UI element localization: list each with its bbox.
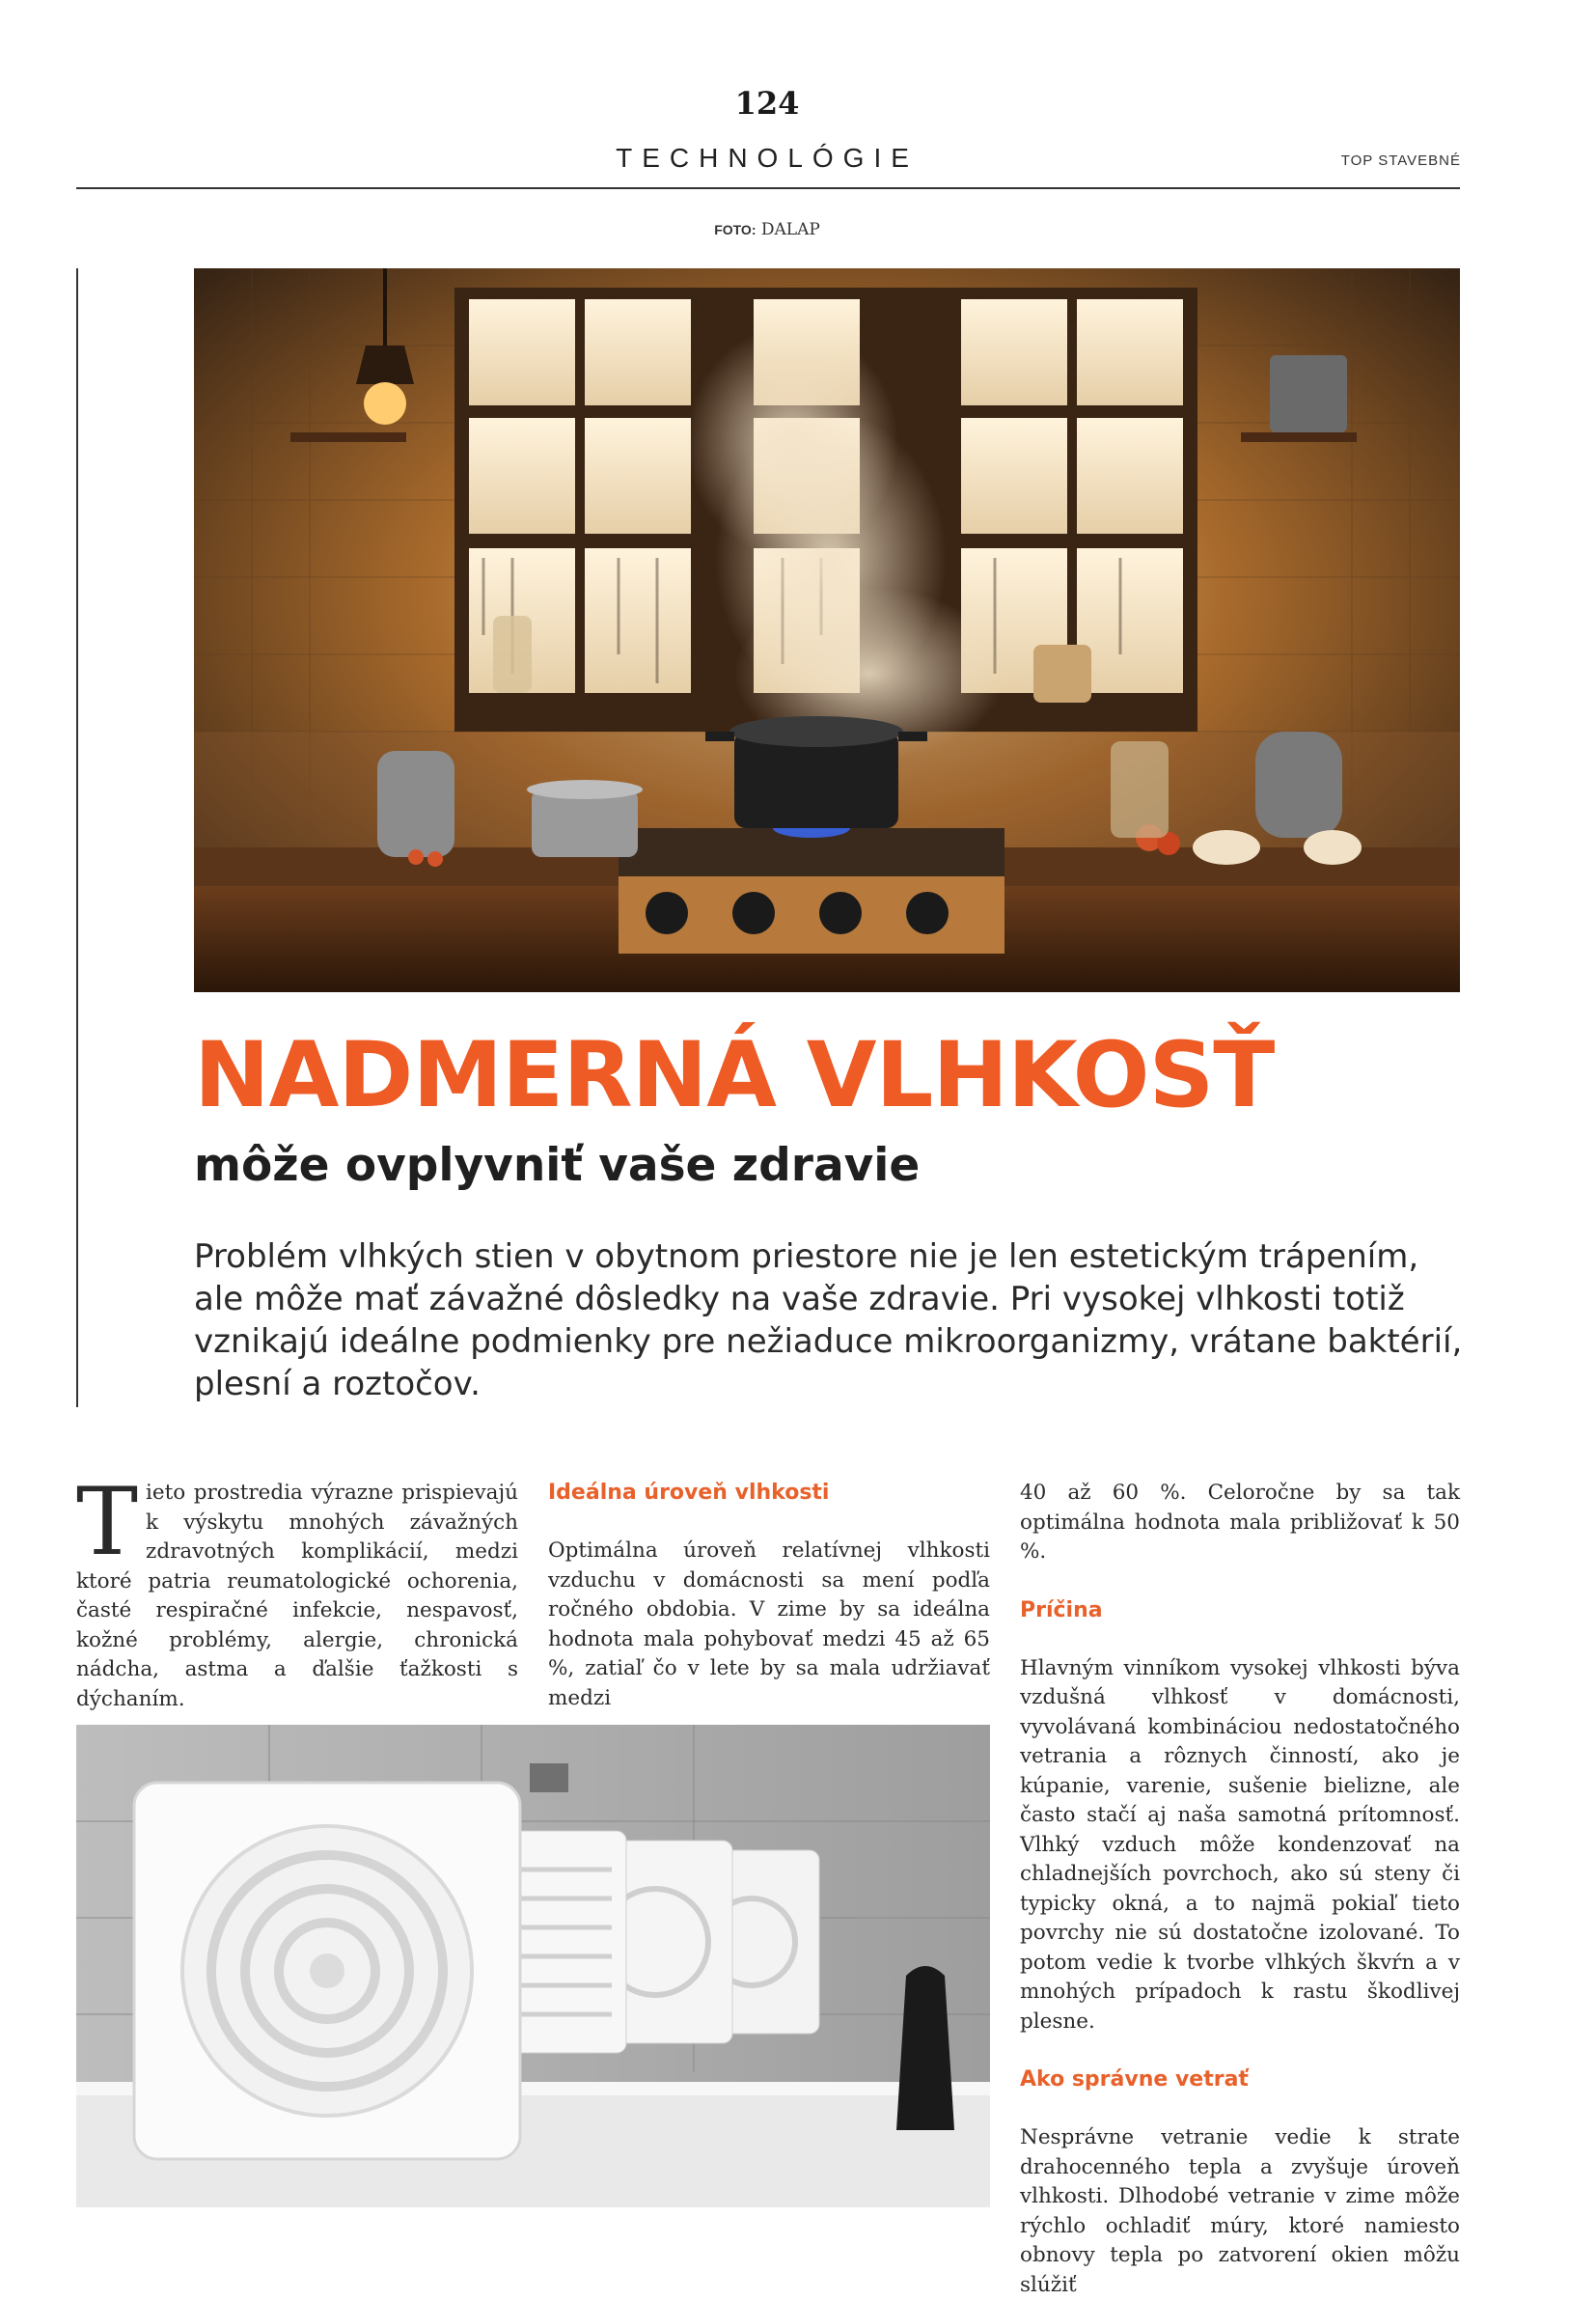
article-subheadline: môže ovplyvniť vaše zdravie: [194, 1139, 921, 1192]
drop-cap: T: [76, 1468, 139, 1576]
column-2: [548, 1479, 990, 1713]
photo-credit-label: FOTO:: [714, 222, 757, 237]
section-title: TECHNOLÓGIE: [616, 143, 919, 173]
photo-credit: [0, 220, 1534, 239]
section-heading-cause: Príčina: [1020, 1597, 1103, 1622]
left-vertical-rule: [76, 268, 78, 1407]
section-paragraph-ideal-humidity: Optimálna úroveň relatívnej vlhkosti vzduchu v domácnosti sa mení podľa ročného obdobia. V zime by sa ideálna hodnota mala pohybovať medzi 45 až 65 %, zatiaľ čo v lete by sa mala udržiavať medzi: [548, 1538, 990, 1710]
page-number: 124: [734, 85, 800, 122]
section-paragraph-cause: Hlavným vinníkom vysokej vlhkosti býva vzdušná vlhkosť v domácnosti, vyvolávaná kombináciou nedostatočného vetrania a rôznych činností, ako je kúpanie, varenie, sušenie bielizne, ale často stačí aj naša samotná prítomnosť. Vlhký vzduch môže kondenzovať na chladnejších povrchoch, ako sú steny či typicky okná, a to najmä pokiaľ tieto povrchy nie sú dostatočne izolované. To potom vedie k tvorbe vlhkých škvŕn a v mnohých prípadoch k rastu škodlivej plesne.: [1020, 1655, 1460, 2034]
header-divider: [76, 187, 1460, 189]
intro-paragraph: ieto prostredia výrazne prispievajú k výskytu mnohých závažných zdravotných komplikácií, medzi ktoré patria reumatologické ochorenia, časté respiračné infekcie, nespavosť, kožné problémy, alergie, chronická nádcha, astma a ďalšie ťažkosti s dýchaním.: [76, 1481, 518, 1711]
section-heading-ventilation: Ako správne vetrať: [1020, 2067, 1249, 2092]
hero-kitchen-image: [194, 268, 1460, 992]
section-paragraph-ventilation: Nesprávne vetranie vedie k strate drahocenného tepla a zvyšuje úroveň vlhkosti. Dlhodobé vetranie v zime môže rýchlo ochladiť múry, ktoré namiesto obnovy tepla po zatvorení okien môžu slúžiť: [1020, 2125, 1460, 2297]
column-1: [76, 1468, 518, 1714]
photo-credit-source: DALAP: [760, 220, 820, 239]
column-3: [1020, 1479, 1460, 2300]
section-heading-ideal-humidity: Ideálna úroveň vlhkosti: [548, 1481, 830, 1505]
article-lead: Problém vlhkých stien v obytnom priestore nie je len estetickým trápením, ale môže mať závažné dôsledky na vaše zdravie. Pri vysokej vlhkosti totiž vznikajú ideálne podmienky pre nežiaduce mikroorganizmy, vrátane baktérií, plesní a roztočov.: [194, 1237, 1463, 1403]
section-paragraph-ideal-humidity-continued: 40 až 60 %. Celoročne by sa tak optimálna hodnota mala približovať k 50 %.: [1020, 1481, 1460, 1564]
magazine-name: TOP STAVEBNÉ: [1340, 152, 1461, 169]
article-headline: NADMERNÁ VLHKOSŤ: [194, 1023, 1275, 1128]
bathroom-fans-image: [76, 1725, 990, 2207]
